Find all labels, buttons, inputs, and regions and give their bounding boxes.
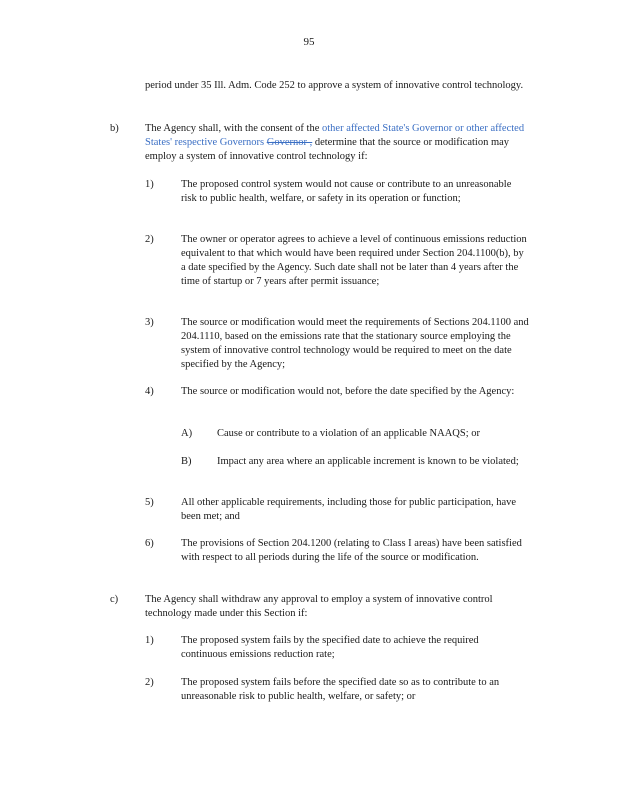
c-item-1-label: 1) (145, 635, 154, 646)
b-item-5-text: All other applicable requirements, including those for public participation, have been met; and (181, 497, 517, 522)
section-b-text-before: The Agency shall, with the consent of the (145, 123, 322, 134)
b-item-5-label: 5) (145, 497, 154, 508)
deleted-text: Governor , (266, 137, 313, 148)
b-subitem-a-text: Cause or contribute to a violation of an applicable NAAQS; or (217, 428, 481, 439)
c-item-2-label: 2) (145, 677, 154, 688)
c-item-1-text: The proposed system fails by the specified date to achieve the required continuous emissions reduction rate; (181, 635, 479, 660)
page-number: 95 (303, 36, 315, 48)
section-b-label: b) (110, 123, 119, 134)
intro-paragraph: period under 35 Ill. Adm. Code 252 to approve a system of innovative control technology. (145, 80, 524, 91)
b-item-4-label: 4) (145, 386, 154, 397)
b-item-6-text: The provisions of Section 204.1200 (relating to Class I areas) have been satisfied with respect to all periods during the life of the source or modification. (181, 538, 522, 563)
b-subitem-b-label: B) (181, 456, 192, 467)
b-item-4-text: The source or modification would not, before the date specified by the Agency: (181, 386, 515, 397)
b-item-1-text: The proposed control system would not cause or contribute to an unreasonable risk to public health, welfare, or safety in its operation or function; (181, 179, 512, 204)
section-b-text-after: determine that the source or modification may employ a system of innovative control technology if: (145, 137, 510, 162)
b-item-3-text: The source or modification would meet the requirements of Sections 204.1100 and 204.1110, based on the emissions rate that the stationary source employing the system of innovative control technology would be required to meet on the date specified by the Agency; (181, 317, 529, 370)
section-c-text: The Agency shall withdraw any approval to employ a system of innovative control technology made under this Section if: (145, 594, 493, 619)
section-b-text (145, 122, 540, 164)
inserted-text: other affected State's Governor or other affected States' respective Governors (145, 123, 525, 148)
b-item-3-label: 3) (145, 317, 154, 328)
b-item-2-text: The owner or operator agrees to achieve a level of continuous emissions reduction equivalent to that which would have been required under Section 204.1100(b), by a date specified by the Agency. Such date shall not be later than 4 years after the time of startup or 7 years after permit issuance; (181, 234, 527, 287)
b-item-6-label: 6) (145, 538, 154, 549)
section-c-label: c) (110, 594, 119, 605)
b-item-2-label: 2) (145, 234, 154, 245)
b-subitem-b-text: Impact any area where an applicable increment is known to be violated; (217, 456, 519, 467)
c-item-2-text: The proposed system fails before the specified date so as to contribute to an unreasonable risk to public health, welfare, or safety; or (181, 677, 500, 702)
b-subitem-a-label: A) (181, 428, 193, 439)
b-item-1-label: 1) (145, 179, 154, 190)
